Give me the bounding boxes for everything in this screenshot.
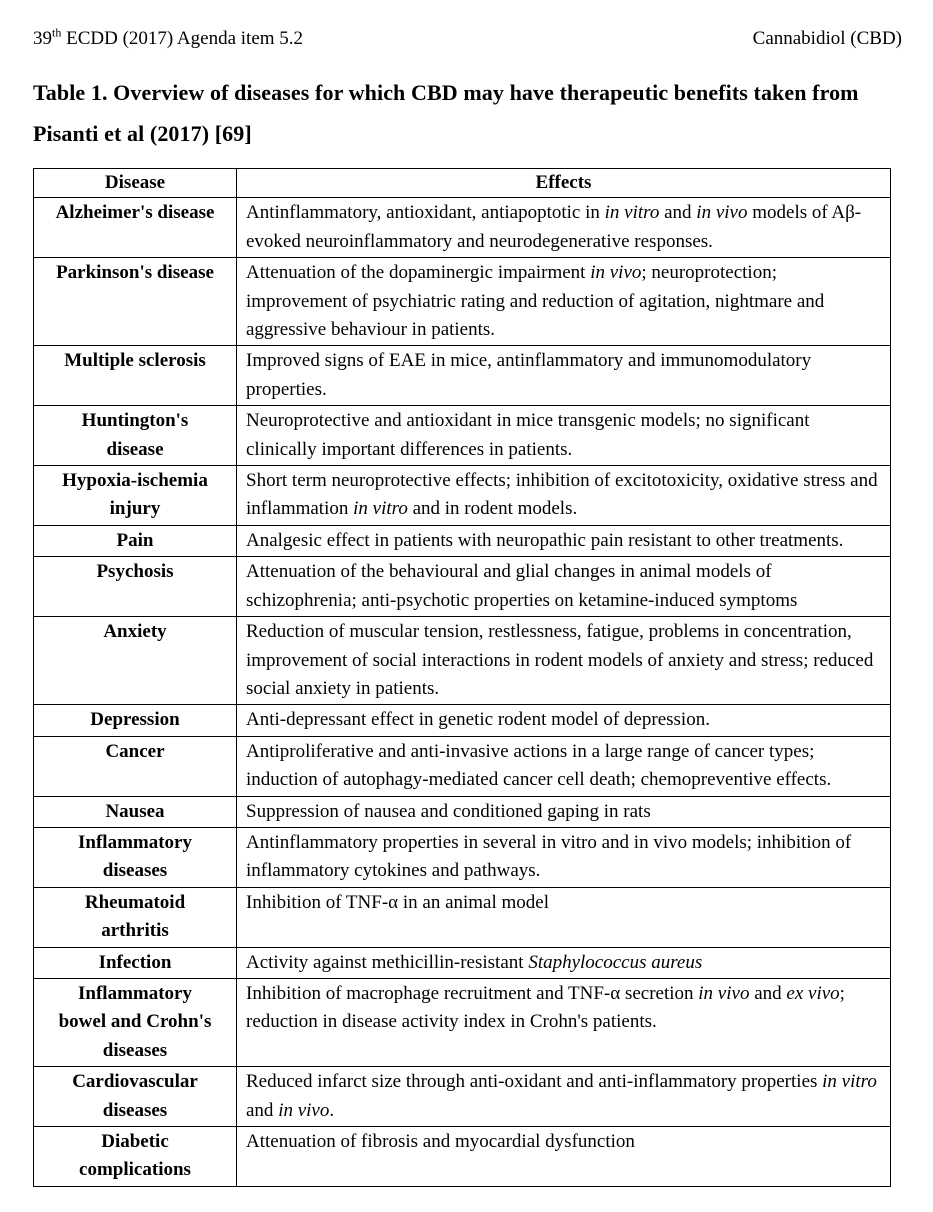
disease-cell: Infection — [34, 947, 237, 978]
column-header-disease: Disease — [34, 169, 237, 198]
effects-cell — [237, 887, 891, 947]
table-row — [34, 1067, 891, 1127]
effects-text: Short term neuroprotective effects; inhibition of excitotoxicity, oxidative stress and inflammation — [246, 470, 878, 520]
table-row — [34, 466, 891, 526]
column-header-effects: Effects — [237, 169, 891, 198]
table-row — [34, 796, 891, 827]
table-header-row — [34, 169, 891, 198]
effects-cell — [237, 978, 891, 1066]
disease-cell: Hypoxia-ischemia injury — [34, 466, 237, 526]
document-header — [33, 25, 902, 50]
table-row — [34, 525, 891, 556]
disease-cell: Multiple sclerosis — [34, 346, 237, 406]
disease-cell: Cardiovascular diseases — [34, 1067, 237, 1127]
effects-text: ; reduction in disease activity index in Crohn's patients. — [246, 982, 845, 1033]
effects-cell — [237, 947, 891, 978]
header-left-number: 39 — [33, 28, 52, 49]
effects-cell — [237, 258, 891, 346]
effects-text: Attenuation of the dopaminergic impairment — [246, 262, 591, 284]
effects-text: and — [246, 1099, 279, 1121]
effects-text: Analgesic effect in patients with neuropathic pain resistant to other treatments. — [246, 529, 844, 551]
effects-text: Anti-depressant effect in genetic rodent model of depression. — [246, 709, 710, 731]
table-row — [34, 736, 891, 796]
table-row — [34, 1127, 891, 1187]
disease-cell: Anxiety — [34, 617, 237, 705]
header-left-superscript: th — [52, 25, 62, 40]
disease-cell: Alzheimer's disease — [34, 198, 237, 258]
effects-text-italic: in vivo — [696, 202, 748, 224]
effects-text: Suppression of nausea and conditioned gaping in rats — [246, 800, 651, 822]
table-row — [34, 827, 891, 887]
effects-text: Attenuation of fibrosis and myocardial dysfunction — [246, 1131, 635, 1152]
table-row — [34, 258, 891, 346]
header-left-text: ECDD (2017) Agenda item 5.2 — [61, 28, 304, 49]
document-header-right: Cannabidiol (CBD) — [752, 28, 902, 49]
effects-text: Antinflammatory properties in several in vitro and in vivo models; inhibition of inflammatory cytokines and pathways. — [246, 831, 852, 882]
effects-text-italic: in vivo — [278, 1099, 330, 1121]
effects-text: and — [749, 982, 787, 1004]
effects-text: Improved signs of EAE in mice, antinflammatory and immunomodulatory properties. — [246, 350, 812, 400]
disease-cell: Pain — [34, 525, 237, 556]
effects-cell — [237, 525, 891, 556]
disease-cell: Inflammatory bowel and Crohn's diseases — [34, 978, 237, 1066]
effects-cell — [237, 796, 891, 827]
disease-cell: Rheumatoid arthritis — [34, 887, 237, 947]
disease-cell: Huntington's disease — [34, 406, 237, 466]
effects-cell — [237, 557, 891, 617]
effects-text: and in rodent models. — [407, 498, 578, 520]
effects-text: Attenuation of the behavioural and glial changes in animal models of schizophrenia; anti-psychotic properties on ketamine-induced symptoms — [246, 561, 798, 611]
table-row — [34, 887, 891, 947]
table-row — [34, 198, 891, 258]
effects-text-italic: in vivo — [698, 982, 750, 1004]
table-row — [34, 557, 891, 617]
table-title: Table 1. Overview of diseases for which CBD may have therapeutic benefits taken from Pisanti et al (2017) [69] — [33, 80, 859, 146]
disease-cell: Depression — [34, 705, 237, 736]
effects-text-italic: in vitro — [822, 1071, 877, 1093]
table-row — [34, 705, 891, 736]
effects-text: and — [659, 202, 697, 224]
effects-text: Activity against methicillin-resistant — [246, 951, 529, 973]
effects-cell — [237, 1067, 891, 1127]
effects-text: Reduced infarct size through anti-oxidant and anti-inflammatory properties — [246, 1071, 823, 1093]
disease-cell: Inflammatory diseases — [34, 827, 237, 887]
table-body — [34, 198, 891, 1186]
effects-text-italic: in vitro — [604, 202, 660, 224]
disease-cell: Nausea — [34, 796, 237, 827]
effects-text-italic: ex vivo — [786, 982, 840, 1004]
effects-cell — [237, 198, 891, 258]
disease-cell: Cancer — [34, 736, 237, 796]
effects-cell — [237, 736, 891, 796]
effects-cell — [237, 406, 891, 466]
effects-cell — [237, 617, 891, 705]
disease-cell: Diabetic complications — [34, 1127, 237, 1187]
effects-cell — [237, 466, 891, 526]
effects-text-italic: in vitro — [353, 498, 408, 520]
table-row — [34, 617, 891, 705]
effects-cell — [237, 346, 891, 406]
effects-text: Reduction of muscular tension, restlessness, fatigue, problems in concentration, improvement of social interactions in rodent models of anxiety and stress; reduced social anxiety in patients. — [246, 621, 874, 699]
table-row — [34, 978, 891, 1066]
effects-text: Inhibition of TNF-α in an animal model — [246, 891, 550, 913]
table-row — [34, 947, 891, 978]
effects-cell — [237, 705, 891, 736]
benefits-table — [33, 168, 891, 1187]
effects-text: Antinflammatory, antioxidant, antiapoptotic in — [246, 202, 605, 224]
effects-text: Neuroprotective and antioxidant in mice transgenic models; no significant clinically important differences in patients. — [246, 410, 810, 460]
effects-cell — [237, 827, 891, 887]
effects-cell — [237, 1127, 891, 1187]
effects-text: . — [329, 1099, 335, 1121]
effects-text: Antiproliferative and anti-invasive actions in a large range of cancer types; induction of autophagy-mediated cancer cell death; chemopreventive effects. — [246, 740, 832, 791]
effects-text: ; neuroprotection; improvement of psychiatric rating and reduction of agitation, nightmare and aggressive behaviour in patients. — [246, 262, 825, 341]
effects-text: models of Aβ-evoked neuroinflammatory and neurodegenerative responses. — [246, 202, 862, 252]
table-row — [34, 406, 891, 466]
document-header-left — [33, 25, 304, 50]
effects-text-italic: in vivo — [590, 262, 642, 284]
disease-cell: Parkinson's disease — [34, 258, 237, 346]
effects-text-italic: Staphylococcus aureus — [528, 951, 703, 973]
effects-text: Inhibition of macrophage recruitment and TNF-α secretion — [246, 982, 699, 1004]
disease-cell: Psychosis — [34, 557, 237, 617]
table-row — [34, 346, 891, 406]
